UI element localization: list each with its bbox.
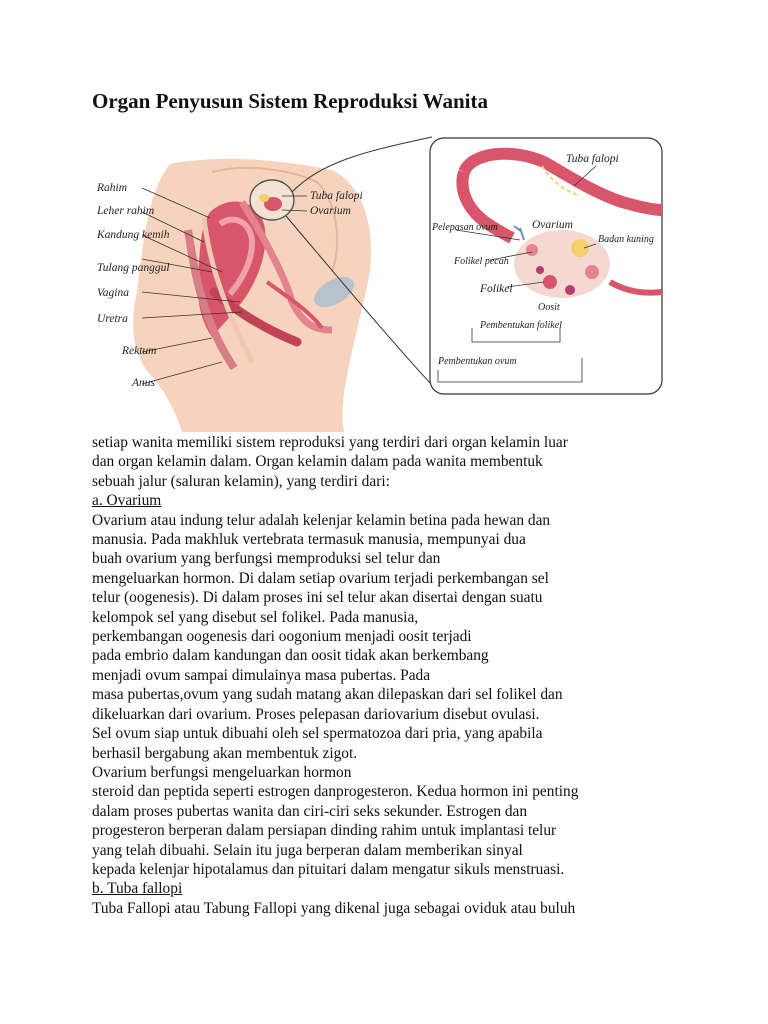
inset-label-pelepasan-ovum: Pelepasan ovum (432, 222, 498, 233)
body-line: buah ovarium yang berfungsi memproduksi sel telur dan (92, 550, 441, 568)
body-line: yang telah dibuahi. Selain itu juga berperan dalam memberikan sinyal (92, 841, 523, 859)
body-line: perkembangan oogenesis dari oogonium menjadi oosit terjadi (92, 628, 472, 646)
body-line: dan organ kelamin dalam. Organ kelamin dalam pada wanita membentuk (92, 453, 543, 471)
label-tulang-panggul: Tulang panggul (97, 262, 170, 274)
label-vagina: Vagina (97, 287, 129, 299)
label-rektum: Rektum (122, 345, 157, 357)
label-anus: Anus (132, 377, 155, 389)
body-line: sebuah jalur (saluran kelamin), yang terdiri dari: (92, 472, 390, 490)
body-line: Ovarium berfungsi mengeluarkan hormon (92, 763, 352, 781)
label-leher-rahim: Leher rahim (97, 205, 155, 217)
body-line: setiap wanita memiliki sistem reproduksi yang terdiri dari organ kelamin luar (92, 434, 568, 451)
body-line: manusia. Pada makhluk vertebrata termasuk manusia, mempunyai dua (92, 531, 526, 549)
body-line: dalam proses pubertas wanita dan ciri-ciri seks sekunder. Estrogen dan (92, 802, 528, 820)
body-cross-section (133, 137, 432, 432)
body-text (92, 433, 692, 918)
body-line: kepada kelenjar hipotalamus dan pituitari dalam mengatur sikuls menstruasi. (92, 860, 565, 878)
label-kandung-kemih: Kandung kemih (97, 229, 170, 241)
label-rahim: Rahim (97, 182, 128, 194)
body-line: masa pubertas,ovum yang sudah matang akan dilepaskan dari sel folikel dan (92, 686, 563, 704)
body-line: telur (oogenesis). Di dalam proses ini sel telur akan disertai dengan suatu (92, 589, 543, 607)
section-heading-ovarium: a. Ovarium (92, 492, 162, 510)
inset-label-pembentukan-folikel: Pembentukan folikel (480, 320, 562, 331)
body-line: steroid dan peptida seperti estrogen danprogesteron. Kedua hormon ini penting (92, 783, 579, 801)
body-line: Sel ovum siap untuk dibuahi oleh sel spermatozoa dari pria, yang apabila (92, 725, 543, 743)
anatomy-figure (92, 132, 674, 432)
anatomy-illustration (92, 132, 674, 432)
body-line: pada embrio dalam kandungan dan oosit tidak akan berkembang (92, 647, 489, 665)
body-line: progesteron berperan dalam persiapan dinding rahim untuk implantasi telur (92, 822, 557, 840)
label-uretra: Uretra (97, 313, 128, 325)
inset-label-badan-kuning: Badan kuning (598, 234, 654, 245)
page-title: Organ Penyusun Sistem Reproduksi Wanita (92, 89, 488, 113)
section-heading-tuba-fallopi: b. Tuba fallopi (92, 880, 183, 898)
inset-label-folikel-pecah: Folikel pecah (454, 256, 509, 267)
inset-label-oosit: Oosit (538, 302, 560, 313)
body-line: kelompok sel yang disebut sel folikel. Pada manusia, (92, 608, 419, 626)
inset-label-tuba-falopi: Tuba falopi (566, 153, 619, 165)
body-line: Tuba Fallopi atau Tabung Fallopi yang dikenal juga sebagai oviduk atau buluh (92, 899, 576, 917)
body-line: berhasil bergabung akan membentuk zigot. (92, 744, 358, 762)
inset-label-pembentukan-ovum: Pembentukan ovum (438, 356, 517, 367)
body-line: dikeluarkan dari ovarium. Proses pelepasan dariovarium disebut ovulasi. (92, 705, 540, 723)
label-tuba-falopi: Tuba falopi (310, 190, 363, 202)
inset-label-folikel: Folikel (480, 283, 513, 295)
body-line: Ovarium atau indung telur adalah kelenjar kelamin betina pada hewan dan (92, 511, 551, 529)
body-line: mengeluarkan hormon. Di dalam setiap ovarium terjadi perkembangan sel (92, 569, 549, 587)
label-ovarium: Ovarium (310, 205, 351, 217)
body-line: menjadi ovum sampai dimulainya masa pubertas. Pada (92, 666, 431, 684)
inset-label-ovarium: Ovarium (532, 219, 573, 231)
